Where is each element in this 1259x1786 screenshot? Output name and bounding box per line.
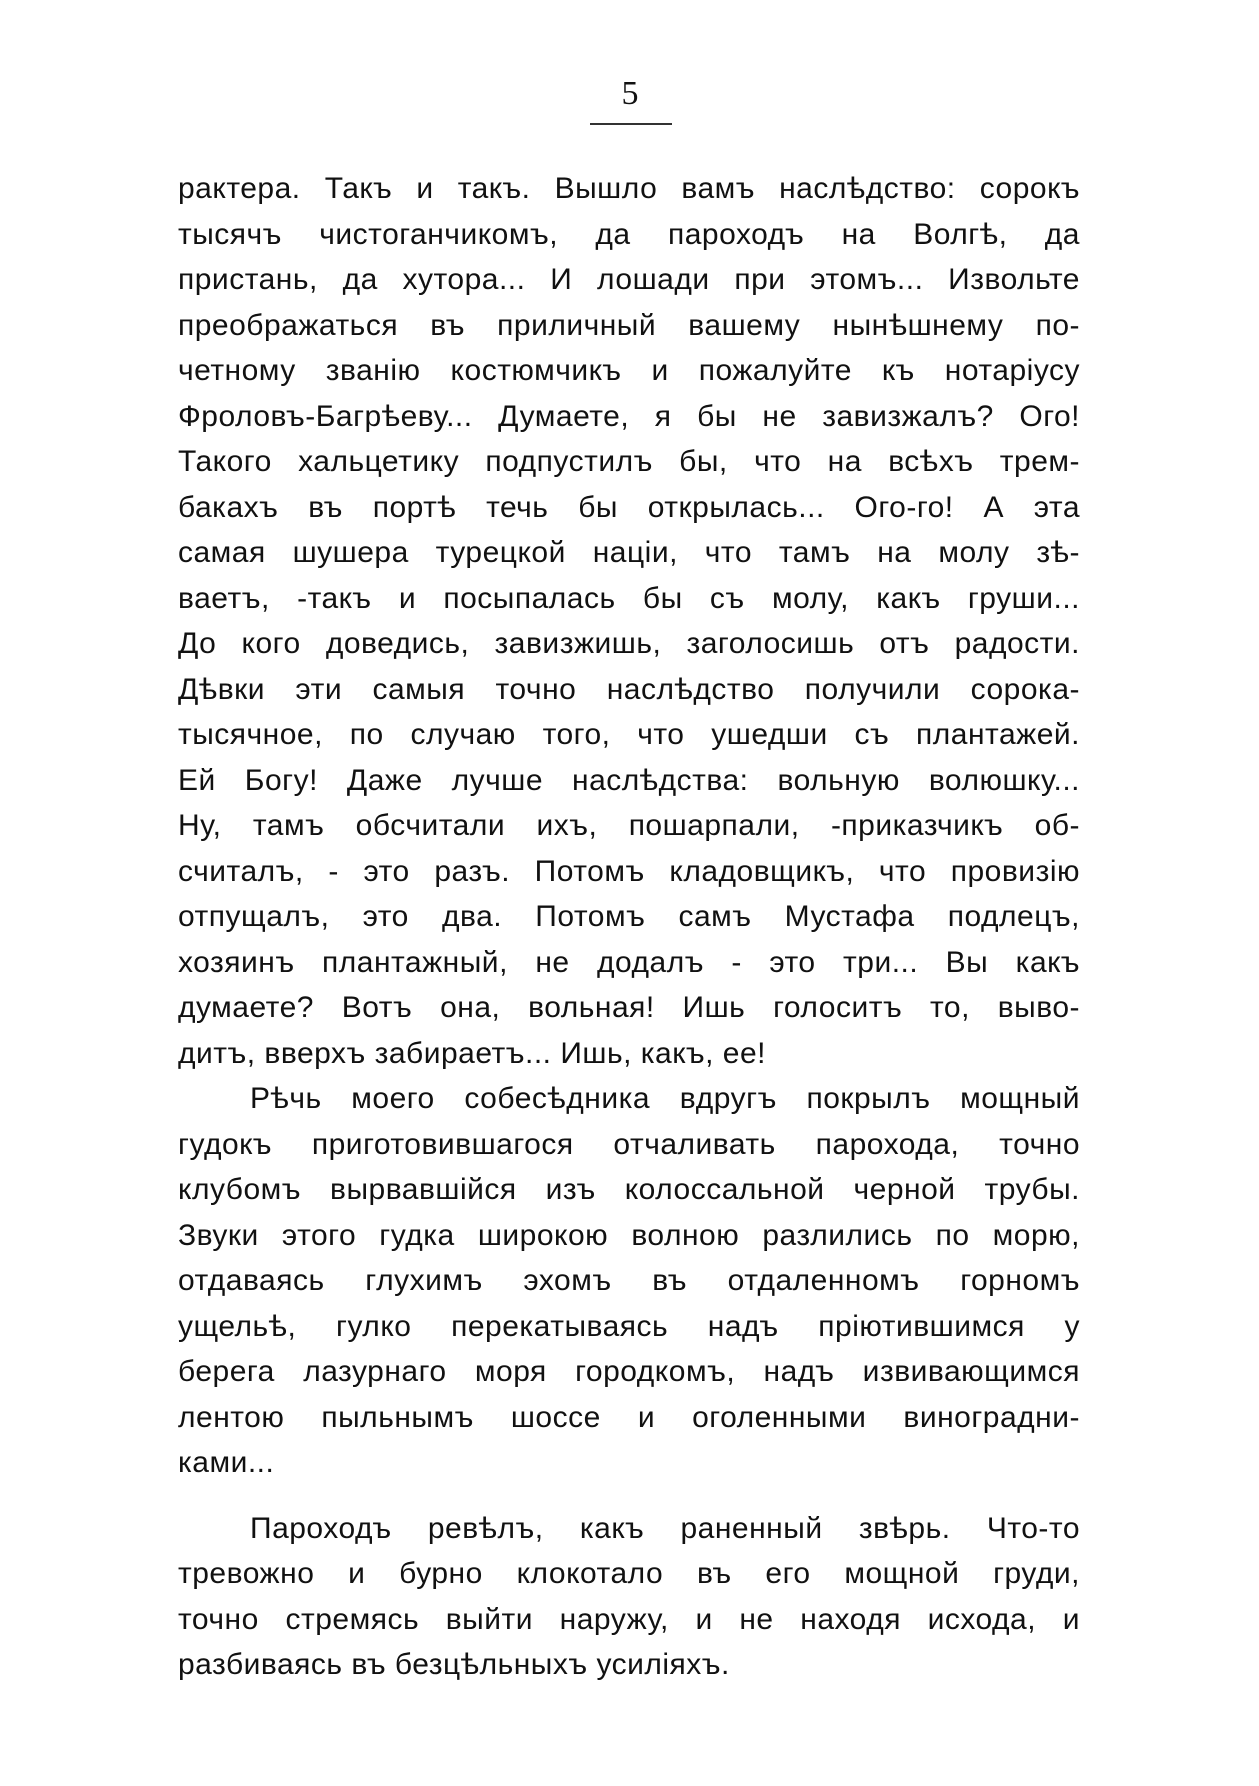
text-line: клубомъ вырвавшійся изъ колоссальной черной трубы. <box>178 1173 1080 1206</box>
text-line: тысячъ чистоганчикомъ, да пароходъ на Волгѣ, да <box>178 217 1080 251</box>
text-line: четному званію костюмчикъ и пожалуйте къ нотаріусу <box>178 354 1080 387</box>
page-number-underline <box>590 123 672 125</box>
text-line: Пароходъ ревѣлъ, какъ раненный звѣрь. Что-то <box>250 1511 1080 1545</box>
text-line: ущельѣ, гулко перекатываясь надъ пріютившимся у <box>178 1309 1080 1343</box>
text-line: отдаваясь глухимъ эхомъ въ отдаленномъ горномъ <box>178 1264 1080 1297</box>
text-line: преображаться въ приличный вашему нынѣшнему по- <box>178 308 1080 342</box>
text-line: гудокъ приготовившагося отчаливать парохода, точно <box>178 1127 1080 1161</box>
text-line: отпущалъ, это два. Потомъ самъ Мустафа подлецъ, <box>178 900 1080 933</box>
text-line: думаете? Вотъ она, вольная! Ишь голоситъ то, выво- <box>178 991 1080 1024</box>
text-line: разбиваясь въ безцѣльныхъ усиліяхъ. <box>178 1648 730 1681</box>
body-text <box>178 166 1080 1688</box>
text-line: Ну, тамъ обсчитали ихъ, пошарпали, -приказчикъ об- <box>178 809 1080 842</box>
text-line: рактера. Такъ и такъ. Вышло вамъ наслѣдство: сорокъ <box>178 172 1080 205</box>
text-line: берега лазурнаго моря городкомъ, надъ извивающимся <box>178 1355 1080 1388</box>
paragraph-1 <box>178 166 1080 1076</box>
text-line: самая шушера турецкой націи, что тамъ на молу зѣ- <box>178 536 1080 569</box>
text-line: ваетъ, -такъ и посыпалась бы съ молу, какъ груши... <box>178 581 1080 615</box>
text-line: Такого хальцетику подпустилъ бы, что на всѣхъ трем- <box>178 445 1080 478</box>
text-line: Фроловъ-Багрѣеву... Думаете, я бы не завизжалъ? Ого! <box>178 399 1080 433</box>
text-line: Дѣвки эти самыя точно наслѣдство получили сорока- <box>178 672 1080 706</box>
text-line: бакахъ въ портѣ течь бы открылась... Ого-го! А эта <box>178 490 1080 524</box>
text-line: дитъ, вверхъ забираетъ... Ишь, какъ, ее! <box>178 1036 766 1070</box>
text-line: хозяинъ плантажный, не додалъ - это три... Вы какъ <box>178 945 1080 979</box>
text-line: тревожно и бурно клокотало въ его мощной груди, <box>178 1557 1080 1590</box>
paragraph-2 <box>178 1076 1080 1486</box>
text-line: Ей Богу! Даже лучше наслѣдства: вольную волюшку... <box>178 763 1080 797</box>
text-line: Звуки этого гудка широкою волною разлились по морю, <box>178 1218 1080 1252</box>
text-line: ками... <box>178 1446 275 1479</box>
page-number: 5 <box>621 75 639 112</box>
text-line: точно стремясь выйти наружу, и не находя исхода, и <box>178 1602 1080 1636</box>
text-line: пристань, да хутора... И лошади при этомъ... Извольте <box>178 263 1080 296</box>
text-line: Рѣчь моего собесѣдника вдругъ покрылъ мощный <box>250 1082 1080 1115</box>
text-line: тысячное, по случаю того, что ушедши съ плантажей. <box>178 718 1080 751</box>
paragraph-spacer <box>178 1486 1080 1506</box>
text-line: лентою пыльнымъ шоссе и оголенными виноградни- <box>178 1400 1080 1434</box>
text-line: считалъ, - это разъ. Потомъ кладовщикъ, что провизію <box>178 854 1080 888</box>
text-line: До кого доведись, завизжишь, заголосишь отъ радости. <box>178 627 1080 660</box>
paragraph-3 <box>178 1506 1080 1688</box>
